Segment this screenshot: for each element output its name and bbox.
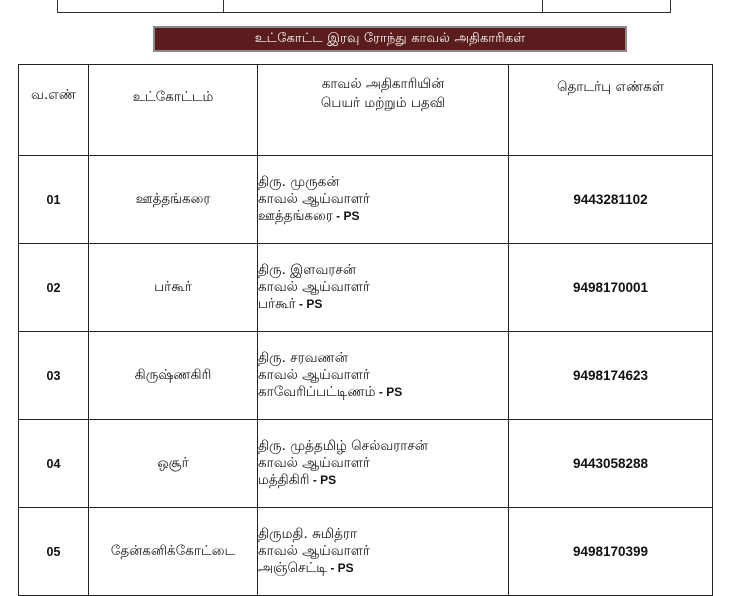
contact-number: 9498170001 — [509, 244, 713, 332]
officer-details — [258, 508, 509, 596]
section-title-banner — [153, 26, 627, 52]
table-row — [19, 332, 713, 420]
header-subdivision: உட்கோட்டம் — [89, 65, 258, 156]
officer-designation: காவல் ஆய்வாளர் — [258, 543, 370, 559]
officer-designation: காவல் ஆய்வாளர் — [258, 279, 370, 295]
subdivision-name: கிருஷ்ணகிரி — [89, 332, 258, 420]
contact-number: 9443058288 — [509, 420, 713, 508]
serial-number: 01 — [19, 156, 89, 244]
header-officer-line1: காவல் அதிகாரியின் — [321, 76, 445, 92]
section-title: உட்கோட்ட இரவு ரோந்து காவல் அதிகாரிகள் — [254, 31, 526, 46]
officer-station: ஊத்தங்கரை - PS — [258, 208, 360, 224]
officer-designation: காவல் ஆய்வாளர் — [258, 367, 370, 383]
serial-number: 02 — [19, 244, 89, 332]
contact-number: 9498170399 — [509, 508, 713, 596]
serial-number: 03 — [19, 332, 89, 420]
officer-name: திரு. முருகன் — [258, 174, 340, 190]
header-officer-line2: பெயர் மற்றும் பதவி — [320, 95, 446, 111]
table-row — [19, 156, 713, 244]
table-row — [19, 508, 713, 596]
officer-name: திரு. இளவரசன் — [258, 262, 356, 278]
header-serial-number: வ.எண் — [19, 65, 89, 156]
previous-table-fragment — [57, 0, 671, 13]
officer-designation: காவல் ஆய்வாளர் — [258, 191, 370, 207]
subdivision-name: பர்கூர் — [89, 244, 258, 332]
officer-details — [258, 332, 509, 420]
table-row — [19, 420, 713, 508]
officer-name: திரு. முத்தமிழ் செல்வராசன் — [258, 438, 428, 454]
table-row — [19, 244, 713, 332]
contact-number: 9498174623 — [509, 332, 713, 420]
serial-number: 04 — [19, 420, 89, 508]
officer-details — [258, 244, 509, 332]
officer-details — [258, 420, 509, 508]
night-patrol-officers-table — [18, 64, 713, 596]
officer-name: திருமதி. சுமித்ரா — [258, 526, 357, 542]
officer-designation: காவல் ஆய்வாளர் — [258, 455, 370, 471]
subdivision-name: தேன்கனிக்கோட்டை — [89, 508, 258, 596]
officer-station: அஞ்செட்டி - PS — [258, 560, 354, 576]
officer-station: காவேரிப்பட்டிணம் - PS — [258, 384, 403, 400]
header-contact-numbers: தொடர்பு எண்கள் — [509, 65, 713, 156]
header-officer — [258, 65, 509, 156]
officer-details — [258, 156, 509, 244]
officer-name: திரு. சரவணன் — [258, 350, 348, 366]
officer-station: பர்கூர் - PS — [258, 296, 323, 312]
contact-number: 9443281102 — [509, 156, 713, 244]
column-divider — [542, 0, 543, 12]
table-header-row — [19, 65, 713, 156]
subdivision-name: ஒசூர் — [89, 420, 258, 508]
column-divider — [223, 0, 224, 12]
subdivision-name: ஊத்தங்கரை — [89, 156, 258, 244]
officer-station: மத்திகிரி - PS — [258, 472, 337, 488]
serial-number: 05 — [19, 508, 89, 596]
